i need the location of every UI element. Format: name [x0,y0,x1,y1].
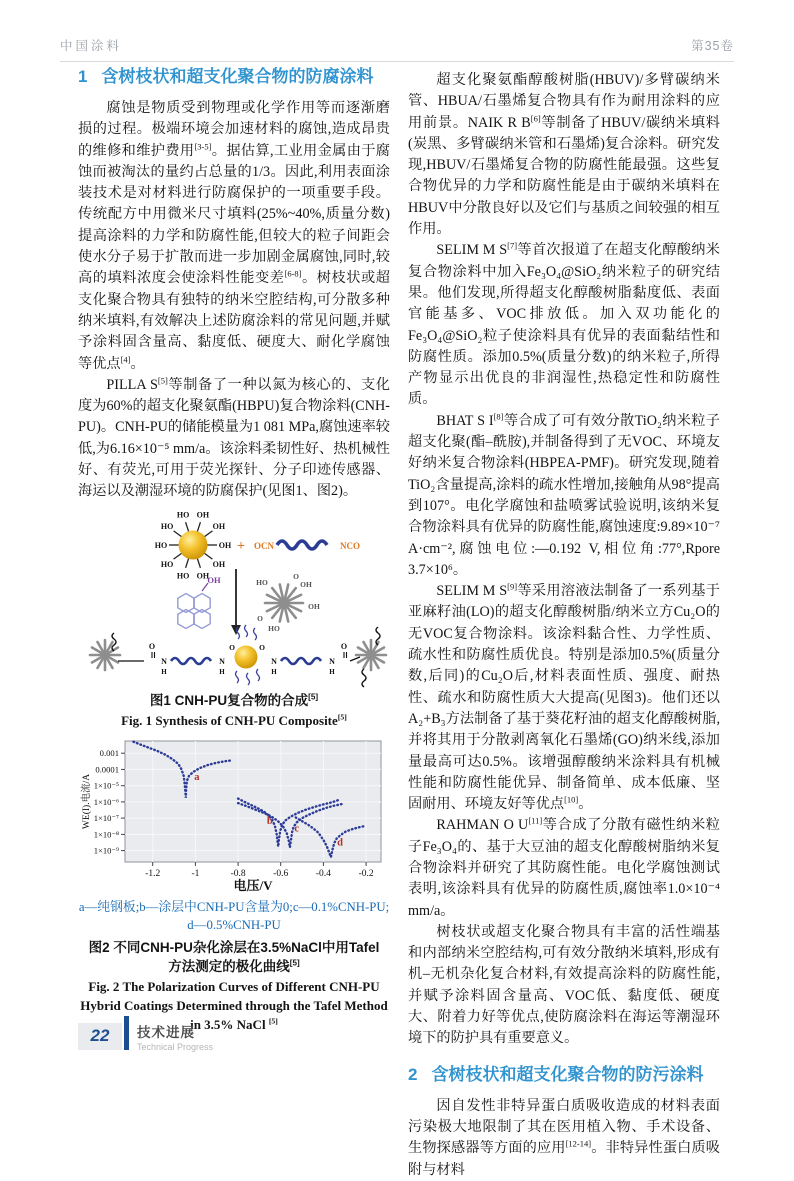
svg-text:HO: HO [160,521,174,531]
figure-2-caption-cn: 图2 不同CNH-PU杂化涂层在3.5%NaCl中用Tafel方法测定的极化曲线[5] [88,939,380,974]
svg-text:O: O [257,613,263,623]
svg-text:H: H [219,667,225,676]
svg-text:1×10⁻⁵: 1×10⁻⁵ [93,780,119,791]
svg-text:O: O [148,641,156,651]
svg-text:N: N [161,656,167,666]
svg-text:HO: HO [176,510,190,520]
svg-text:-0.6: -0.6 [273,868,289,879]
svg-text:-0.4: -0.4 [315,868,331,879]
svg-text:1×10⁻⁶: 1×10⁻⁶ [93,796,119,807]
svg-text:OH: OH [308,601,320,611]
figure-2-caption-en: Fig. 2 The Polarization Curves of Different CNH-PU Hybrid Coatings Determined through the Tafel Method in 3.5% NaCl [5] [80,978,388,1032]
figure-1-caption-en: Fig. 1 Synthesis of CNH-PU Composite[5] [121,712,347,728]
figure-2-legend-line1: a—纯钢板;b—涂层中CNH-PU含量为0;c—0.1%CNH-PU; [78,899,390,914]
figure-1 [78,509,390,730]
svg-text:HO: HO [176,571,190,581]
svg-text:H: H [271,667,277,676]
svg-text:HO: HO [160,559,174,569]
svg-text:c: c [294,823,300,835]
svg-text:+: + [237,538,245,554]
section-2-title: 含树枝状和超支化聚合物的防污涂料 [431,1064,704,1084]
svg-text:H: H [329,667,335,676]
svg-text:b: b [266,815,273,827]
figure-1-caption-cn: 图1 CNH-PU复合物的合成[5] [149,692,319,708]
section-1-number: 1 [78,67,88,86]
svg-text:-0.8: -0.8 [230,868,246,879]
svg-text:OCN: OCN [254,540,274,551]
page-footer [78,1016,213,1052]
page-header [60,36,734,62]
left-column [78,62,390,1040]
svg-text:N: N [271,656,277,666]
svg-text:-0.2: -0.2 [358,868,374,879]
svg-text:O: O [293,571,299,581]
svg-text:1×10⁻⁹: 1×10⁻⁹ [93,845,119,856]
svg-text:1×10⁻⁷: 1×10⁻⁷ [93,812,119,823]
paragraph: 树枝状或超支化聚合物具有丰富的活性端基和内部纳米空腔结构,可有效分散纳米填料,形成有机–无机杂化复合材料,有效提高涂料的防腐性能,并赋予涂料固含量高、VOC低、黏度低、硬度大、附着力好等优点,使防腐涂料在海运等潮湿环境下的防护具有重要意义。 [408,923,720,1047]
svg-text:O: O [229,642,235,652]
section-1-heading [78,66,390,88]
svg-text:OH: OH [300,579,312,589]
page-number: 22 [78,1023,122,1050]
paragraph: BHAT S I[8]等合成了可有效分散TiO₂纳米粒子超支化聚(酯–酰胺),并制备得到了无VOC、环境友好纳米复合物涂料(HBPEA-PMF)。研究发现,随着TiO₂含量提高,涂料的疏水性增加,接触角从98°提高到107°。电化学腐蚀和盐喷雾试验说明,该纳米复合物涂料具有优异的防腐性能,腐蚀速度:9.89×10⁻⁷ A·cm⁻²,腐蚀电位:—0.192 V,相位角:77°,Rpore 3.7×10⁶。 [408,411,720,578]
svg-text:HO: HO [154,540,168,550]
svg-text:H: H [161,667,167,676]
svg-text:WE(I).电流/A: WE(I).电流/A [82,773,92,829]
svg-text:0.0001: 0.0001 [95,764,119,775]
journal-name: 中国涂料 [60,39,123,53]
svg-text:N: N [329,656,335,666]
footer-section [137,1021,213,1052]
section-1-title: 含树枝状和超支化聚合物的防腐涂料 [101,67,374,86]
svg-text:N: N [219,656,225,666]
svg-text:1×10⁻⁸: 1×10⁻⁸ [93,829,119,840]
svg-text:OH: OH [196,510,210,520]
svg-text:HO: HO [268,623,280,633]
svg-text:HO: HO [256,577,268,587]
svg-text:O: O [340,641,348,651]
svg-text:电压/V: 电压/V [233,877,273,893]
paragraph: SELIM M S[7]等首次报道了在超支化醇酸纳米复合物涂料中加入Fe₃O₄@SiO₂纳米粒子的研究结果。他们发现,所得超支化醇酸树脂黏度低、表面官能基多、VOC排放低。加入双功能化的Fe₃O₄@SiO₂粒子使涂料具有优异的表面黏结性和防腐性质。添加0.5%(质量分数)的纳米粒子,所得产物显示出优良的非润湿性,热稳定性和防腐性质。 [408,240,720,408]
fig2-polarization-chart [78,736,390,894]
footer-section-en: Technical Progress [137,1042,214,1052]
footer-section-cn: 技术进展 [137,1025,195,1040]
section-2-number: 2 [408,1064,418,1084]
paragraph: 腐蚀是物质受到物理或化学作用等而逐渐磨损的过程。极端环境会加速材料的腐蚀,造成昂贵的维修和维护费用[3-5]。据估算,工业用金属由于腐蚀而被淘汰的量约占总量的1/3。因此,利用表面涂装技术是对材料进行防腐保护的一项重要手段。传统配方中用微米尺寸填料(25%~40%,质量分数)提高涂料的力学和防腐性能,但较大的粒子间距会使水分子易于扩散而进一步加剧金属腐蚀,同时,较高的填料浓度会使涂料性能变差[6-8]。树枝状或超支化聚合物具有独特的纳米空腔结构,可分散多种纳米填料,有效解决上述防腐涂料的常见问题,并赋予涂料固含量高、黏度低、硬度大、耐化学腐蚀等优点[4]。 [78,100,390,372]
figure-2-legend [78,898,390,934]
svg-text:a: a [194,771,200,783]
svg-text:OH: OH [196,571,210,581]
svg-text:OH: OH [218,540,232,550]
volume-number: 第35卷 [691,39,734,53]
svg-text:OH: OH [212,521,226,531]
svg-text:OH: OH [207,574,221,585]
svg-text:-1: -1 [191,868,200,879]
paragraph: 因自发性非特异蛋白质吸收造成的材料表面污染极大地限制了其在医用植入物、手术设备、生物探感器等方面的应用[12-14]。非特异性蛋白质吸附与材料 [408,1097,720,1178]
paragraph: RAHMAN O U[11]等合成了分散有磁性纳米粒子Fe₃O₄的、基于大豆油的超支化醇酸树脂纳米复合物涂料并研究了其防腐性能。电化学腐蚀测试表明,该涂料具有优异的防腐性质,腐蚀率1.0×10⁻⁴ mm/a。 [408,815,720,919]
svg-text:OH: OH [212,559,226,569]
svg-text:0.001: 0.001 [99,747,119,758]
svg-text:-1.2: -1.2 [145,868,161,879]
svg-text:O: O [259,642,265,652]
footer-bar [124,1016,129,1050]
paragraph: PILLA S[5]等制备了一种以氮为核心的、支化度为60%的超支化聚氨酯(HBPU)复合物涂料(CNH-PU)。CNH-PU的储能模量为1 081 MPa,腐蚀速率较低,为6.16×10⁻⁵ mm/a。该涂料柔韧性好、热机械性好、有荧光,可用于荧光探针、分子印迹传感器、海运以及潮湿环境的防腐保护(见图1、图2)。 [78,375,390,500]
paragraph: SELIM M S[9]等采用溶液法制备了一系列基于亚麻籽油(LO)的超支化醇酸树脂/纳米立方Cu₂O的无VOC复合物涂料。该涂料黏合性、力学性质、疏水性和防腐性质优良。特别是添加0.5%(质量分数,后同)的Cu₂O后,材料表面性质、强度、耐热性、疏水和防腐性质大大提高(见图3)。他们还以A₂+B₃方法制备了基于葵花籽油的超支化醇酸树脂,并将其用于分散剥离氧化石墨烯(GO)纳米线,添加量最高可达0.5%。该增强醇酸纳米涂料具有机械性能和防腐性能优异、制备简单、成本低廉、坚固耐用、环境友好等优点[10]。 [408,581,720,813]
right-column [408,70,720,1181]
figure-2-legend-line2: d—0.5%CNH-PU [187,917,281,932]
svg-text:d: d [337,837,343,849]
paragraph: 超支化聚氨酯醇酸树脂(HBUV)/多臂碳纳米管、HBUA/石墨烯复合物具有作为耐用涂料的应用前景。NAIK R B[6]等制备了HBUV/碳纳米填料(炭黑、多臂碳纳米管和石墨烯)复合涂料。研究发现,HBUV/石墨烯复合物的防腐性能最强。这些复合物优异的力学和防腐性能是由于碳纳米填料在HBUV中分散良好以及它们与基质之间较强的相互作用。 [408,72,720,238]
fig1-synthesis-diagram [78,509,390,689]
section-2-heading [408,1064,720,1086]
svg-text:NCO: NCO [340,540,360,551]
figure-2 [78,736,390,1034]
